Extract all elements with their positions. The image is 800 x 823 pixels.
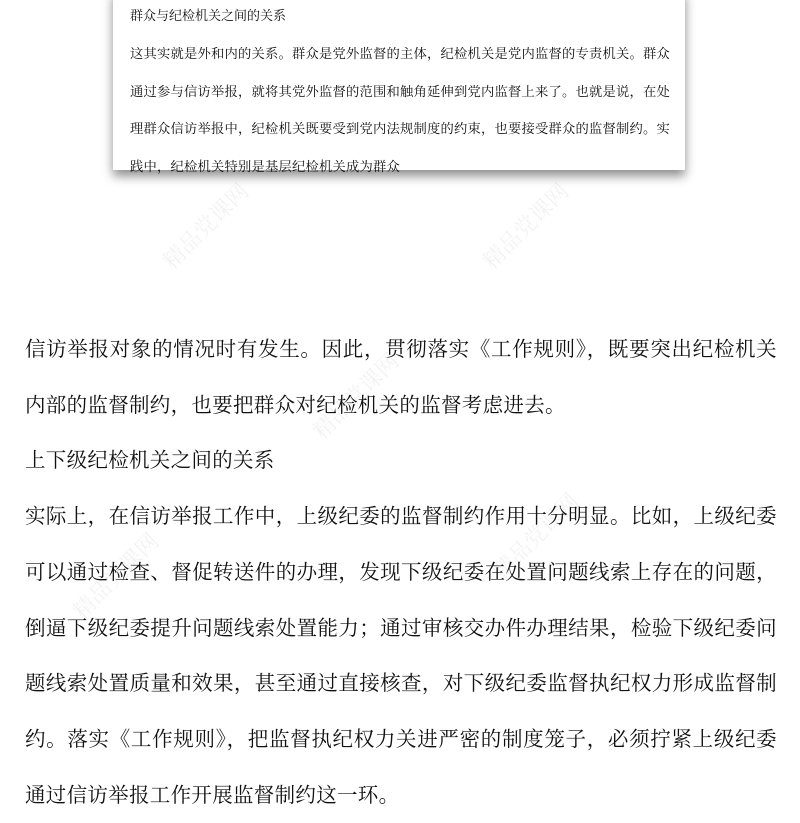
watermark: 精品党课网: [478, 179, 575, 275]
card-heading: 群众与纪检机关之间的关系: [130, 9, 287, 24]
card-paragraph: 这其实就是外和内的关系。群众是党外监督的主体，纪检机关是党内监督的专责机关。群众通过参与信访举报，就将其党外监督的范围和触角延伸到党内监督上来了。也就是说，在处理群众信访举报中，纪检机关既要受到党内法规制度的约束，也要接受群众的监督制约。实践中，纪检机关特别是基层纪检机关成为群众: [130, 47, 670, 175]
section-heading: 上下级纪检机关之间的关系: [25, 448, 275, 473]
watermark: 精品党课网: [158, 179, 255, 275]
watermark: 精品党课网: [68, 529, 165, 625]
body-paragraph-2: 实际上，在信访举报工作中，上级纪委的监督制约作用十分明显。比如，上级纪委可以通过检查、督促转送件的办理，发现下级纪委在处置问题线索上存在的问题，倒逼下级纪委提升问题线索处置能力；通过审核交办件办理结果，检验下级纪委问题线索处置质量和效果，甚至通过直接核查，对下级纪委监督执纪权力形成监督制约。落实《工作规则》，把监督执纪权力关进严密的制度笼子，必须拧紧上级纪委通过信访举报工作开展监督制约这一环。: [25, 504, 777, 807]
document-body: [25, 322, 777, 823]
watermark: 精品党课网: [308, 349, 405, 445]
watermark: 精品党课网: [488, 489, 585, 585]
quoted-document-card: [113, 0, 685, 175]
body-paragraph-1: 信访举报对象的情况时有发生。因此，贯彻落实《工作规则》，既要突出纪检机关内部的监督制约，也要把群众对纪检机关的监督考虑进去。: [25, 337, 777, 417]
